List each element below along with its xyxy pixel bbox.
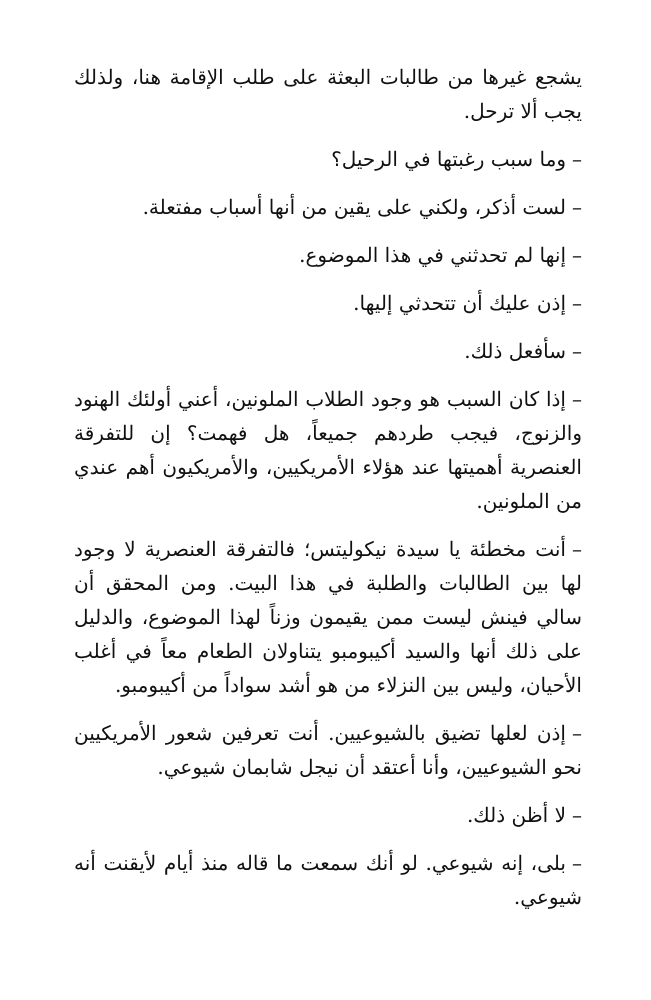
dialogue-line bbox=[74, 334, 582, 368]
dialogue-line bbox=[74, 798, 582, 832]
paragraph-text: وما سبب رغبتها في الرحيل؟ bbox=[331, 147, 566, 171]
dialogue-dash: – bbox=[572, 537, 582, 561]
dialogue-line bbox=[74, 142, 582, 176]
dialogue-dash: – bbox=[572, 803, 582, 827]
dialogue-dash: – bbox=[572, 147, 582, 171]
dialogue-line bbox=[74, 238, 582, 272]
paragraph-text: يشجع غيرها من طالبات البعثة على طلب الإقامة هنا، ولذلك يجب ألا ترحل. bbox=[74, 65, 582, 123]
dialogue-dash: – bbox=[572, 721, 582, 745]
dialogue-dash: – bbox=[572, 243, 582, 267]
dialogue-dash: – bbox=[572, 195, 582, 219]
dialogue-dash: – bbox=[572, 851, 582, 875]
paragraph-text: لا أظن ذلك. bbox=[466, 803, 566, 827]
paragraph-text: إذا كان السبب هو وجود الطلاب الملونين، أعني أولئك الهنود والزنوج، فيجب طردهم جميعاً، هل فهمت؟ إن للتفرقة العنصرية أهميتها عند هؤلاء الأمريكيين، والأمريكيون أهم عندي من الملونين. bbox=[74, 387, 582, 513]
dialogue-line bbox=[74, 382, 582, 518]
dialogue-dash: – bbox=[572, 339, 582, 363]
paragraph-text: إنها لم تحدثني في هذا الموضوع. bbox=[299, 243, 566, 267]
paragraph-text: إذن عليك أن تتحدثي إليها. bbox=[353, 291, 566, 315]
dialogue-line bbox=[74, 532, 582, 702]
paragraph-text: أنت مخطئة يا سيدة نيكوليتس؛ فالتفرقة العنصرية لا وجود لها بين الطالبات والطلبة في هذا البيت. ومن المحقق أن سالي فينش ليست ممن يقيمون وزناً لهذا الموضوع، والدليل على ذلك أنها والسيد أكيبومبو يتناولان الطعام معاً في أغلب الأحيان، وليس بين النزلاء من هو أشد سواداً من أكيبومبو. bbox=[74, 537, 582, 697]
dialogue-line bbox=[74, 846, 582, 914]
dialogue-line bbox=[74, 716, 582, 784]
dialogue-line bbox=[74, 286, 582, 320]
dialogue-dash: – bbox=[572, 291, 582, 315]
narration-paragraph bbox=[74, 60, 582, 128]
paragraph-text: إذن لعلها تضيق بالشيوعيين. أنت تعرفين شعور الأمريكيين نحو الشيوعيين، وأنا أعتقد أن نيجل شابمان شيوعي. bbox=[74, 721, 582, 779]
paragraph-text: سأفعل ذلك. bbox=[464, 339, 566, 363]
paragraph-text: بلى، إنه شيوعي. لو أنك سمعت ما قاله منذ أيام لأيقنت أنه شيوعي. bbox=[74, 851, 582, 909]
paragraph-text: لست أذكر، ولكني على يقين من أنها أسباب مفتعلة. bbox=[142, 195, 566, 219]
dialogue-dash: – bbox=[572, 387, 582, 411]
book-page bbox=[74, 60, 582, 928]
dialogue-line bbox=[74, 190, 582, 224]
